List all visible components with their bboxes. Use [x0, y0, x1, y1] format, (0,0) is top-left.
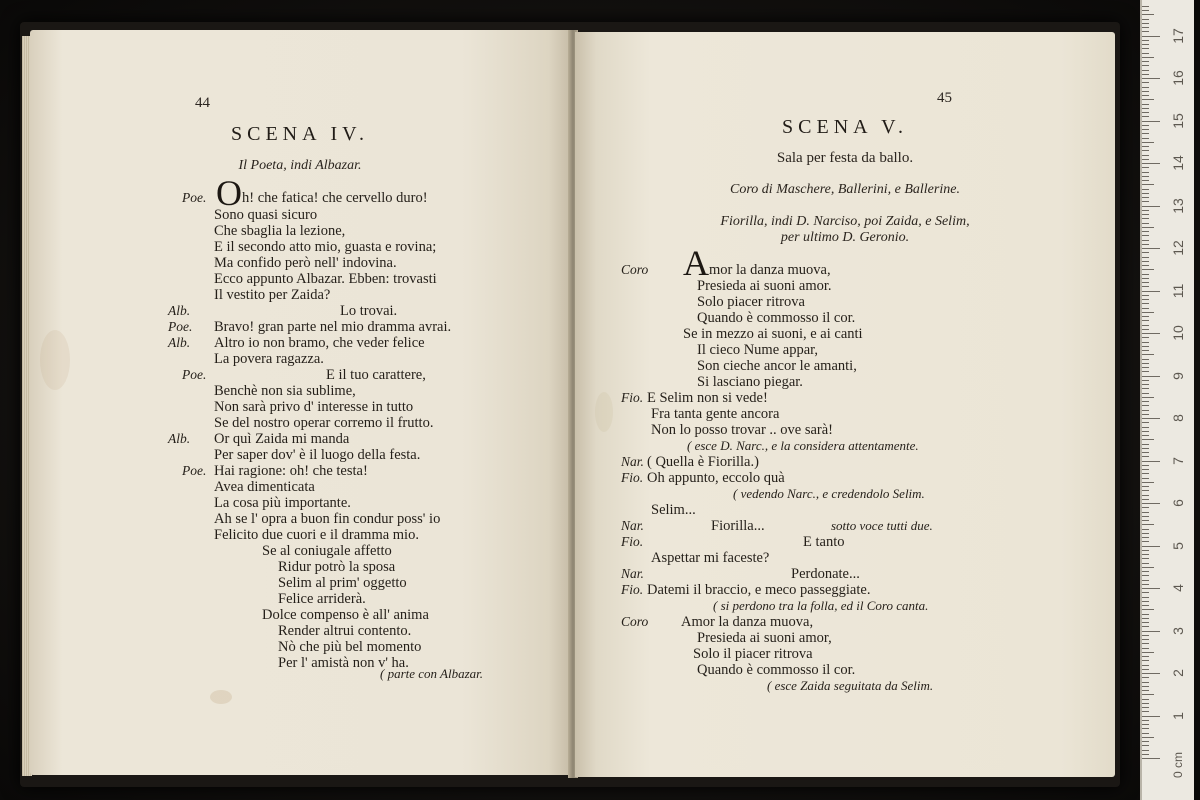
ruler-tick	[1142, 252, 1149, 253]
ruler-tick	[1142, 371, 1149, 372]
chorus-line: Coro di Maschere, Ballerini, e Ballerine.	[730, 182, 960, 197]
ruler-tick	[1142, 699, 1149, 700]
stage-direction: ( vedendo Narc., e credendolo Selim.	[733, 486, 925, 501]
right-page	[575, 32, 1115, 777]
verse-line: Nò che più bel momento	[278, 639, 422, 655]
ruler-tick	[1142, 554, 1149, 555]
ruler-tick	[1142, 10, 1149, 11]
ruler-tick	[1142, 23, 1149, 24]
ruler-tick	[1142, 231, 1149, 232]
ruler-tick	[1142, 193, 1149, 194]
ruler-number: 17	[1170, 27, 1186, 44]
scene-title: SCENA V.	[782, 116, 908, 138]
ruler-tick	[1142, 82, 1149, 83]
ruler-tick	[1142, 146, 1149, 147]
ruler-tick	[1142, 350, 1149, 351]
ruler-number: 10	[1170, 325, 1186, 341]
ruler-number	[1170, 0, 1186, 7]
ruler-tick	[1142, 108, 1149, 109]
scene-setting: Sala per festa da ballo.	[776, 150, 914, 166]
speaker-label: Coro	[621, 262, 649, 277]
speaker-label: Coro	[621, 614, 649, 629]
ruler-tick	[1142, 482, 1154, 483]
ruler-tick	[1142, 660, 1149, 661]
verse-line: Hai ragione: oh! che testa!	[214, 463, 368, 479]
ruler-tick	[1142, 40, 1149, 41]
ruler-tick	[1142, 439, 1154, 440]
ruler-tick	[1142, 461, 1160, 462]
ruler-tick	[1142, 53, 1149, 54]
ruler-tick	[1142, 529, 1149, 530]
ruler-tick	[1142, 711, 1149, 712]
ruler-tick	[1142, 669, 1149, 670]
ruler-tick	[1142, 728, 1149, 729]
ruler-tick	[1142, 235, 1149, 236]
ruler-tick	[1142, 295, 1149, 296]
ruler-tick	[1142, 448, 1149, 449]
ruler-tick	[1142, 648, 1149, 649]
ruler-tick	[1142, 537, 1149, 538]
speaker-label: Fio.	[621, 390, 644, 405]
ruler-tick	[1142, 639, 1149, 640]
ruler-number: 15	[1170, 112, 1186, 129]
ruler-tick	[1142, 133, 1149, 134]
ruler-tick	[1142, 19, 1149, 20]
ruler-tick	[1142, 745, 1149, 746]
ruler-tick	[1142, 694, 1154, 695]
ruler-tick	[1142, 584, 1149, 585]
ruler-tick	[1142, 78, 1160, 79]
ruler-tick	[1142, 138, 1149, 139]
ruler-tick	[1142, 575, 1149, 576]
speaker-label: Poe.	[168, 319, 193, 334]
verse-line: Render altrui contento.	[278, 623, 412, 639]
ruler-tick	[1142, 325, 1149, 326]
ruler-tick	[1142, 601, 1149, 602]
ruler-tick	[1142, 223, 1149, 224]
ruler-tick	[1142, 431, 1149, 432]
speaker-label: Nar.	[621, 454, 644, 469]
ruler-tick	[1142, 112, 1149, 113]
ruler-tick	[1142, 631, 1160, 632]
ruler-tick	[1142, 286, 1149, 287]
ruler-tick	[1142, 121, 1160, 122]
speaker-label: Fio.	[621, 582, 644, 597]
page-number: 45	[937, 90, 952, 106]
ruler-tick	[1142, 316, 1149, 317]
ruler-tick	[1142, 44, 1149, 45]
ruler-tick	[1142, 682, 1149, 683]
ruler-number: 7	[1170, 456, 1186, 465]
ruler-tick	[1142, 346, 1149, 347]
ruler-tick	[1142, 227, 1154, 228]
ruler-tick	[1142, 27, 1149, 28]
ruler-tick	[1142, 65, 1149, 66]
ruler-tick	[1142, 546, 1160, 547]
verse-line: Bravo! gran parte nel mio dramma avrai.	[214, 319, 452, 335]
measuring-ruler	[1140, 0, 1194, 800]
ruler-tick	[1142, 184, 1154, 185]
ruler-tick	[1142, 592, 1149, 593]
verse-line: E il tuo carattere,	[326, 367, 426, 383]
ruler-tick	[1142, 524, 1154, 525]
verse-line: Benchè non sia sublime,	[214, 383, 356, 399]
ruler-tick	[1142, 201, 1149, 202]
ruler-tick	[1142, 656, 1149, 657]
speaker-label: Fio.	[621, 534, 644, 549]
ruler-tick	[1142, 635, 1149, 636]
verse-line: Selim...	[651, 502, 696, 518]
ruler-tick	[1142, 414, 1149, 415]
ruler-tick	[1142, 125, 1149, 126]
ruler-tick	[1142, 274, 1149, 275]
ruler-tick	[1142, 677, 1149, 678]
ruler-tick	[1142, 444, 1149, 445]
ruler-tick	[1142, 180, 1149, 181]
page-number: 44	[195, 95, 210, 111]
ruler-tick	[1142, 563, 1149, 564]
ruler-number: 1	[1170, 711, 1186, 720]
ruler-tick	[1142, 580, 1149, 581]
verse-line: Il cieco Nume appar,	[697, 342, 818, 358]
verse-line: Solo piacer ritrova	[697, 294, 805, 310]
ruler-tick	[1142, 376, 1160, 377]
ruler-tick	[1142, 614, 1149, 615]
verse-line: Quando è commosso il cor.	[697, 662, 856, 678]
verse-line: Dolce compenso è all' anima	[262, 607, 429, 623]
ruler-tick	[1142, 393, 1149, 394]
ruler-number: 4	[1170, 584, 1186, 592]
ruler-tick	[1142, 87, 1149, 88]
ruler-tick	[1142, 155, 1149, 156]
ruler-tick	[1142, 142, 1154, 143]
ruler-tick	[1142, 652, 1154, 653]
ruler-tick	[1142, 758, 1160, 759]
ruler-tick	[1142, 282, 1149, 283]
ruler-tick	[1142, 720, 1149, 721]
ruler-number: 6	[1170, 499, 1186, 507]
ruler-tick	[1142, 104, 1149, 105]
ruler-tick	[1142, 741, 1149, 742]
ruler-tick	[1142, 469, 1149, 470]
ruler-tick	[1142, 320, 1149, 321]
verse-line: mor la danza muova,	[709, 262, 831, 278]
ruler-tick	[1142, 597, 1149, 598]
ruler-tick	[1142, 516, 1149, 517]
ruler-tick	[1142, 278, 1149, 279]
ruler-tick	[1142, 31, 1149, 32]
ruler-tick	[1142, 665, 1149, 666]
ruler-number: 8	[1170, 414, 1186, 422]
ruler-tick	[1142, 456, 1149, 457]
ruler-tick	[1142, 116, 1149, 117]
verse-line: Il vestito per Zaida?	[214, 287, 331, 303]
ruler-tick	[1142, 567, 1154, 568]
ruler-tick	[1142, 214, 1149, 215]
scene-subtitle: Il Poeta, indi Albazar.	[238, 158, 362, 173]
ruler-tick	[1142, 478, 1149, 479]
verse-line: Altro io non bramo, che veder felice	[214, 335, 425, 351]
speaker-label: Alb.	[168, 431, 191, 446]
ruler-tick	[1142, 605, 1149, 606]
verse-line: Solo il piacer ritrova	[693, 646, 813, 662]
ruler-tick	[1142, 312, 1154, 313]
verse-line: Fiorilla...	[711, 518, 765, 534]
ruler-tick	[1142, 520, 1149, 521]
ruler-tick	[1142, 673, 1160, 674]
ruler-tick	[1142, 363, 1149, 364]
left-page	[30, 30, 570, 775]
verse-line: ( Quella è Fiorilla.)	[647, 454, 759, 470]
drop-cap: A	[683, 243, 709, 283]
ruler-tick	[1142, 558, 1149, 559]
verse-line: Che sbaglia la lezione,	[214, 223, 346, 239]
ruler-tick	[1142, 36, 1160, 37]
verse-line: E il secondo atto mio, guasta e rovina;	[214, 239, 437, 255]
verse-line: Ecco appunto Albazar. Ebben: trovasti	[214, 271, 437, 287]
ruler-tick	[1142, 240, 1149, 241]
speaker-label: Poe.	[182, 190, 207, 205]
ruler-tick	[1142, 384, 1149, 385]
ruler-tick	[1142, 163, 1160, 164]
ruler-tick	[1142, 248, 1160, 249]
ruler-tick	[1142, 507, 1149, 508]
ruler-tick	[1142, 197, 1149, 198]
ruler-tick	[1142, 70, 1149, 71]
verse-line: La povera ragazza.	[214, 351, 324, 367]
ruler-tick	[1142, 405, 1149, 406]
stage-direction: ( esce D. Narc., e la considera attentamente.	[687, 438, 919, 453]
ruler-tick	[1142, 401, 1149, 402]
ruler-tick	[1142, 733, 1149, 734]
speaker-label: Poe.	[182, 367, 207, 382]
ruler-tick	[1142, 490, 1149, 491]
verse-line: Presieda ai suoni amor,	[697, 630, 832, 646]
ruler-tick	[1142, 397, 1154, 398]
ruler-tick	[1142, 159, 1149, 160]
ruler-tick	[1142, 737, 1154, 738]
drop-cap: O	[216, 173, 242, 213]
verse-line: E tanto	[803, 534, 845, 550]
ruler-tick	[1142, 388, 1149, 389]
speaker-label: Poe.	[182, 463, 207, 478]
ruler-tick	[1142, 622, 1149, 623]
ruler-tick	[1142, 503, 1160, 504]
verse-line: Quando è commosso il cor.	[697, 310, 856, 326]
ruler-tick	[1142, 473, 1149, 474]
verse-line: Per l' amistà non v' ha.	[278, 655, 409, 671]
ruler-tick	[1142, 299, 1149, 300]
verse-line: Se in mezzo ai suoni, e ai canti	[683, 326, 863, 342]
ruler-tick	[1142, 61, 1149, 62]
ruler-number: 3	[1170, 626, 1186, 635]
ruler-tick	[1142, 724, 1149, 725]
ruler-tick	[1142, 354, 1154, 355]
verse-line: Datemi il braccio, e meco passeggiate.	[647, 582, 871, 598]
ruler-tick	[1142, 91, 1149, 92]
ruler-tick	[1142, 550, 1149, 551]
ruler-tick	[1142, 690, 1149, 691]
ruler-tick	[1142, 707, 1149, 708]
ruler-tick	[1142, 609, 1154, 610]
stage-direction: sotto voce tutti due.	[831, 518, 933, 533]
verse-line: Felicito due cuori e il dramma mio.	[214, 527, 419, 543]
ruler-tick	[1142, 176, 1149, 177]
speaker-label: Fio.	[621, 470, 644, 485]
speaker-label: Alb.	[168, 303, 191, 318]
verse-line: Non lo posso trovar .. ove sarà!	[651, 422, 834, 438]
ruler-tick	[1142, 167, 1149, 168]
verse-line: Presieda ai suoni amor.	[697, 278, 832, 294]
paper-stain	[210, 690, 232, 704]
ruler-tick	[1142, 410, 1149, 411]
ruler-tick	[1142, 533, 1149, 534]
speaker-label: Nar.	[621, 566, 644, 581]
verse-line: Felice arriderà.	[278, 591, 366, 607]
verse-line: Avea dimenticata	[214, 479, 315, 495]
stage-direction: ( parte con Albazar.	[380, 666, 484, 681]
ruler-number: 16	[1170, 70, 1186, 86]
speaker-label: Nar.	[621, 518, 644, 533]
verse-line: Ridur potrò la sposa	[278, 559, 396, 575]
verse-line: Sono quasi sicuro	[214, 207, 318, 223]
ruler-number: 5	[1170, 541, 1186, 550]
ruler-tick	[1142, 14, 1154, 15]
ruler-tick	[1142, 206, 1160, 207]
verse-line: Per saper dov' è il luogo della festa.	[214, 447, 421, 463]
ruler-tick	[1142, 367, 1149, 368]
ruler-tick	[1142, 329, 1149, 330]
verse-line: Lo trovai.	[340, 303, 398, 319]
ruler-tick	[1142, 703, 1149, 704]
ruler-tick	[1142, 342, 1149, 343]
ruler-tick	[1142, 418, 1160, 419]
verse-line: Amor la danza muova,	[681, 614, 814, 630]
ruler-tick	[1142, 6, 1149, 7]
ruler-tick	[1142, 95, 1149, 96]
ruler-tick	[1142, 571, 1149, 572]
ruler-tick	[1142, 422, 1149, 423]
verse-line: E Selim non si vede!	[647, 390, 768, 406]
ruler-tick	[1142, 269, 1154, 270]
ruler-tick	[1142, 499, 1149, 500]
ruler-tick	[1142, 74, 1149, 75]
verse-line: Si lasciano piegar.	[697, 374, 803, 390]
ruler-tick	[1142, 486, 1149, 487]
ruler-tick	[1142, 244, 1149, 245]
entrances-line: per ultimo D. Geronio.	[780, 230, 910, 245]
ruler-unit-label: 0 cm	[1171, 752, 1185, 779]
ruler-tick	[1142, 643, 1149, 644]
ruler-tick	[1142, 465, 1149, 466]
speaker-label: Alb.	[168, 335, 191, 350]
verse-line: Ma confido però nell' indovina.	[214, 255, 397, 271]
ruler-tick	[1142, 57, 1154, 58]
ruler-tick	[1142, 129, 1149, 130]
ruler-tick	[1142, 308, 1149, 309]
ruler-tick	[1142, 359, 1149, 360]
ruler-tick	[1142, 303, 1149, 304]
ruler-tick	[1142, 189, 1149, 190]
verse-line: Son cieche ancor le amanti,	[697, 358, 857, 374]
ruler-number: 9	[1170, 371, 1186, 380]
stage-direction: ( esce Zaida seguitata da Selim.	[767, 678, 934, 693]
ruler-tick	[1142, 291, 1160, 292]
ruler-tick	[1142, 265, 1149, 266]
verse-line: Perdonate...	[791, 566, 860, 582]
ruler-tick	[1142, 48, 1149, 49]
scene-title: SCENA IV.	[231, 123, 369, 145]
paper-stain	[595, 392, 613, 432]
verse-line: La cosa più importante.	[214, 495, 351, 511]
ruler-tick	[1142, 150, 1149, 151]
verse-line: Selim al prim' oggetto	[278, 575, 407, 591]
paper-stain	[40, 330, 70, 390]
ruler-tick	[1142, 716, 1160, 717]
entrances-line: Fiorilla, indi D. Narciso, poi Zaida, e Selim,	[720, 214, 970, 229]
verse-line: h! che fatica! che cervello duro!	[242, 190, 428, 206]
verse-line: Or quì Zaida mi manda	[214, 431, 350, 447]
ruler-tick	[1142, 427, 1149, 428]
ruler-number: 12	[1170, 240, 1186, 256]
verse-line: Se al coniugale affetto	[262, 543, 392, 559]
ruler-tick	[1142, 750, 1149, 751]
ruler-tick	[1142, 218, 1149, 219]
ruler-number: 11	[1170, 283, 1186, 298]
ruler-tick	[1142, 686, 1149, 687]
ruler-tick	[1142, 435, 1149, 436]
ruler-tick	[1142, 257, 1149, 258]
stage-direction: ( si perdono tra la folla, ed il Coro canta.	[713, 598, 929, 613]
verse-line: Ah se l' opra a buon fin condur poss' io	[214, 511, 441, 527]
ruler-tick	[1142, 333, 1160, 334]
ruler-tick	[1142, 495, 1149, 496]
ruler-tick	[1142, 452, 1149, 453]
ruler-tick	[1142, 261, 1149, 262]
verse-line: Aspettar mi faceste?	[651, 550, 770, 566]
ruler-number: 14	[1170, 155, 1186, 171]
ruler-tick	[1142, 626, 1149, 627]
verse-line: Fra tanta gente ancora	[651, 406, 780, 422]
ruler-tick	[1142, 99, 1154, 100]
verse-line: Oh appunto, eccolo quà	[647, 470, 785, 486]
ruler-tick	[1142, 512, 1149, 513]
ruler-tick	[1142, 754, 1149, 755]
ruler-tick	[1142, 588, 1160, 589]
ruler-tick	[1142, 210, 1149, 211]
ruler-tick	[1142, 337, 1149, 338]
ruler-tick	[1142, 618, 1149, 619]
ruler-tick	[1142, 172, 1149, 173]
verse-line: Non sarà privo d' interesse in tutto	[214, 399, 414, 415]
ruler-tick	[1142, 541, 1149, 542]
verse-line: Se del nostro operar corremo il frutto.	[214, 415, 434, 431]
ruler-number: 13	[1170, 197, 1186, 214]
ruler-tick	[1142, 380, 1149, 381]
ruler-number: 2	[1170, 669, 1186, 677]
